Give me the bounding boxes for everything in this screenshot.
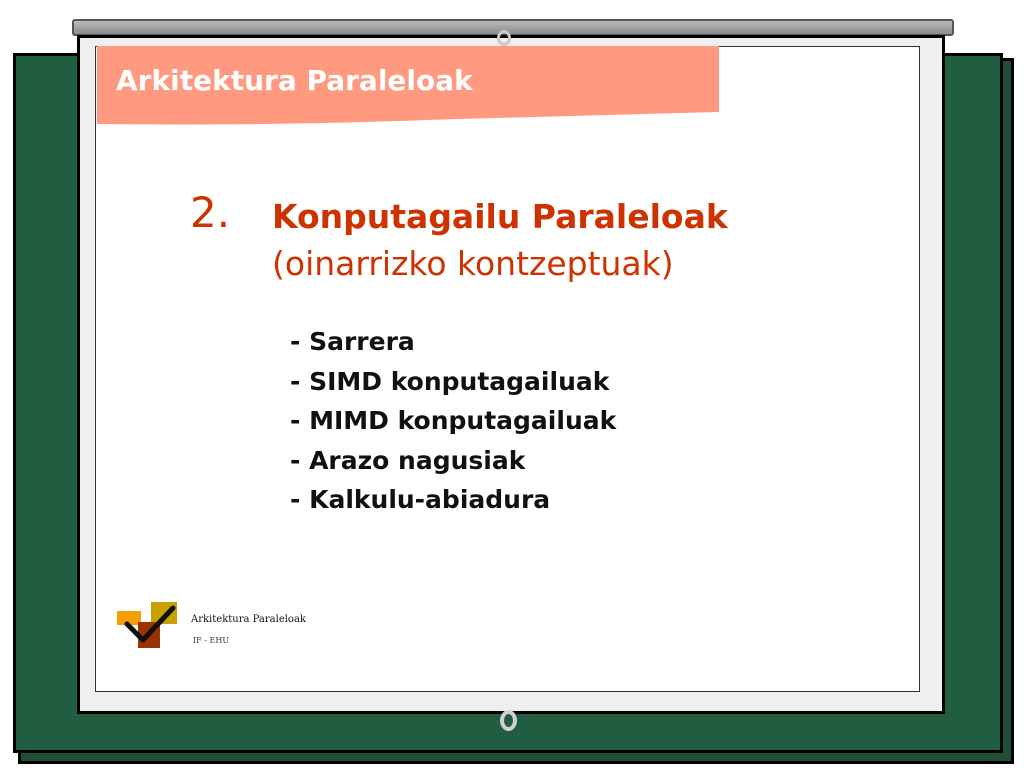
footer-subtitle: IF - EHU [193,636,230,645]
footer-title: Arkitektura Paraleloak [191,614,306,625]
topic-item: - Arazo nagusiak [290,445,526,475]
top-ring-icon [497,30,511,46]
hanging-rod [72,19,954,36]
title-banner [97,46,719,130]
section-number: 2. [190,188,231,237]
topic-item: - SIMD konputagailuak [290,366,610,396]
section-title: Konputagailu Paraleloak [272,197,728,236]
bottom-ring-icon [500,710,517,731]
section-subtitle: (oinarrizko kontzeptuak) [272,244,674,283]
topic-item: - Sarrera [290,327,415,356]
banner-title: Arkitektura Paraleloak [116,64,473,97]
topic-item: - Kalkulu-abiadura [290,485,551,514]
topic-item: - MIMD konputagailuak [290,406,617,435]
topic-list [290,322,616,520]
checkmark-squares-logo-icon [117,602,181,656]
